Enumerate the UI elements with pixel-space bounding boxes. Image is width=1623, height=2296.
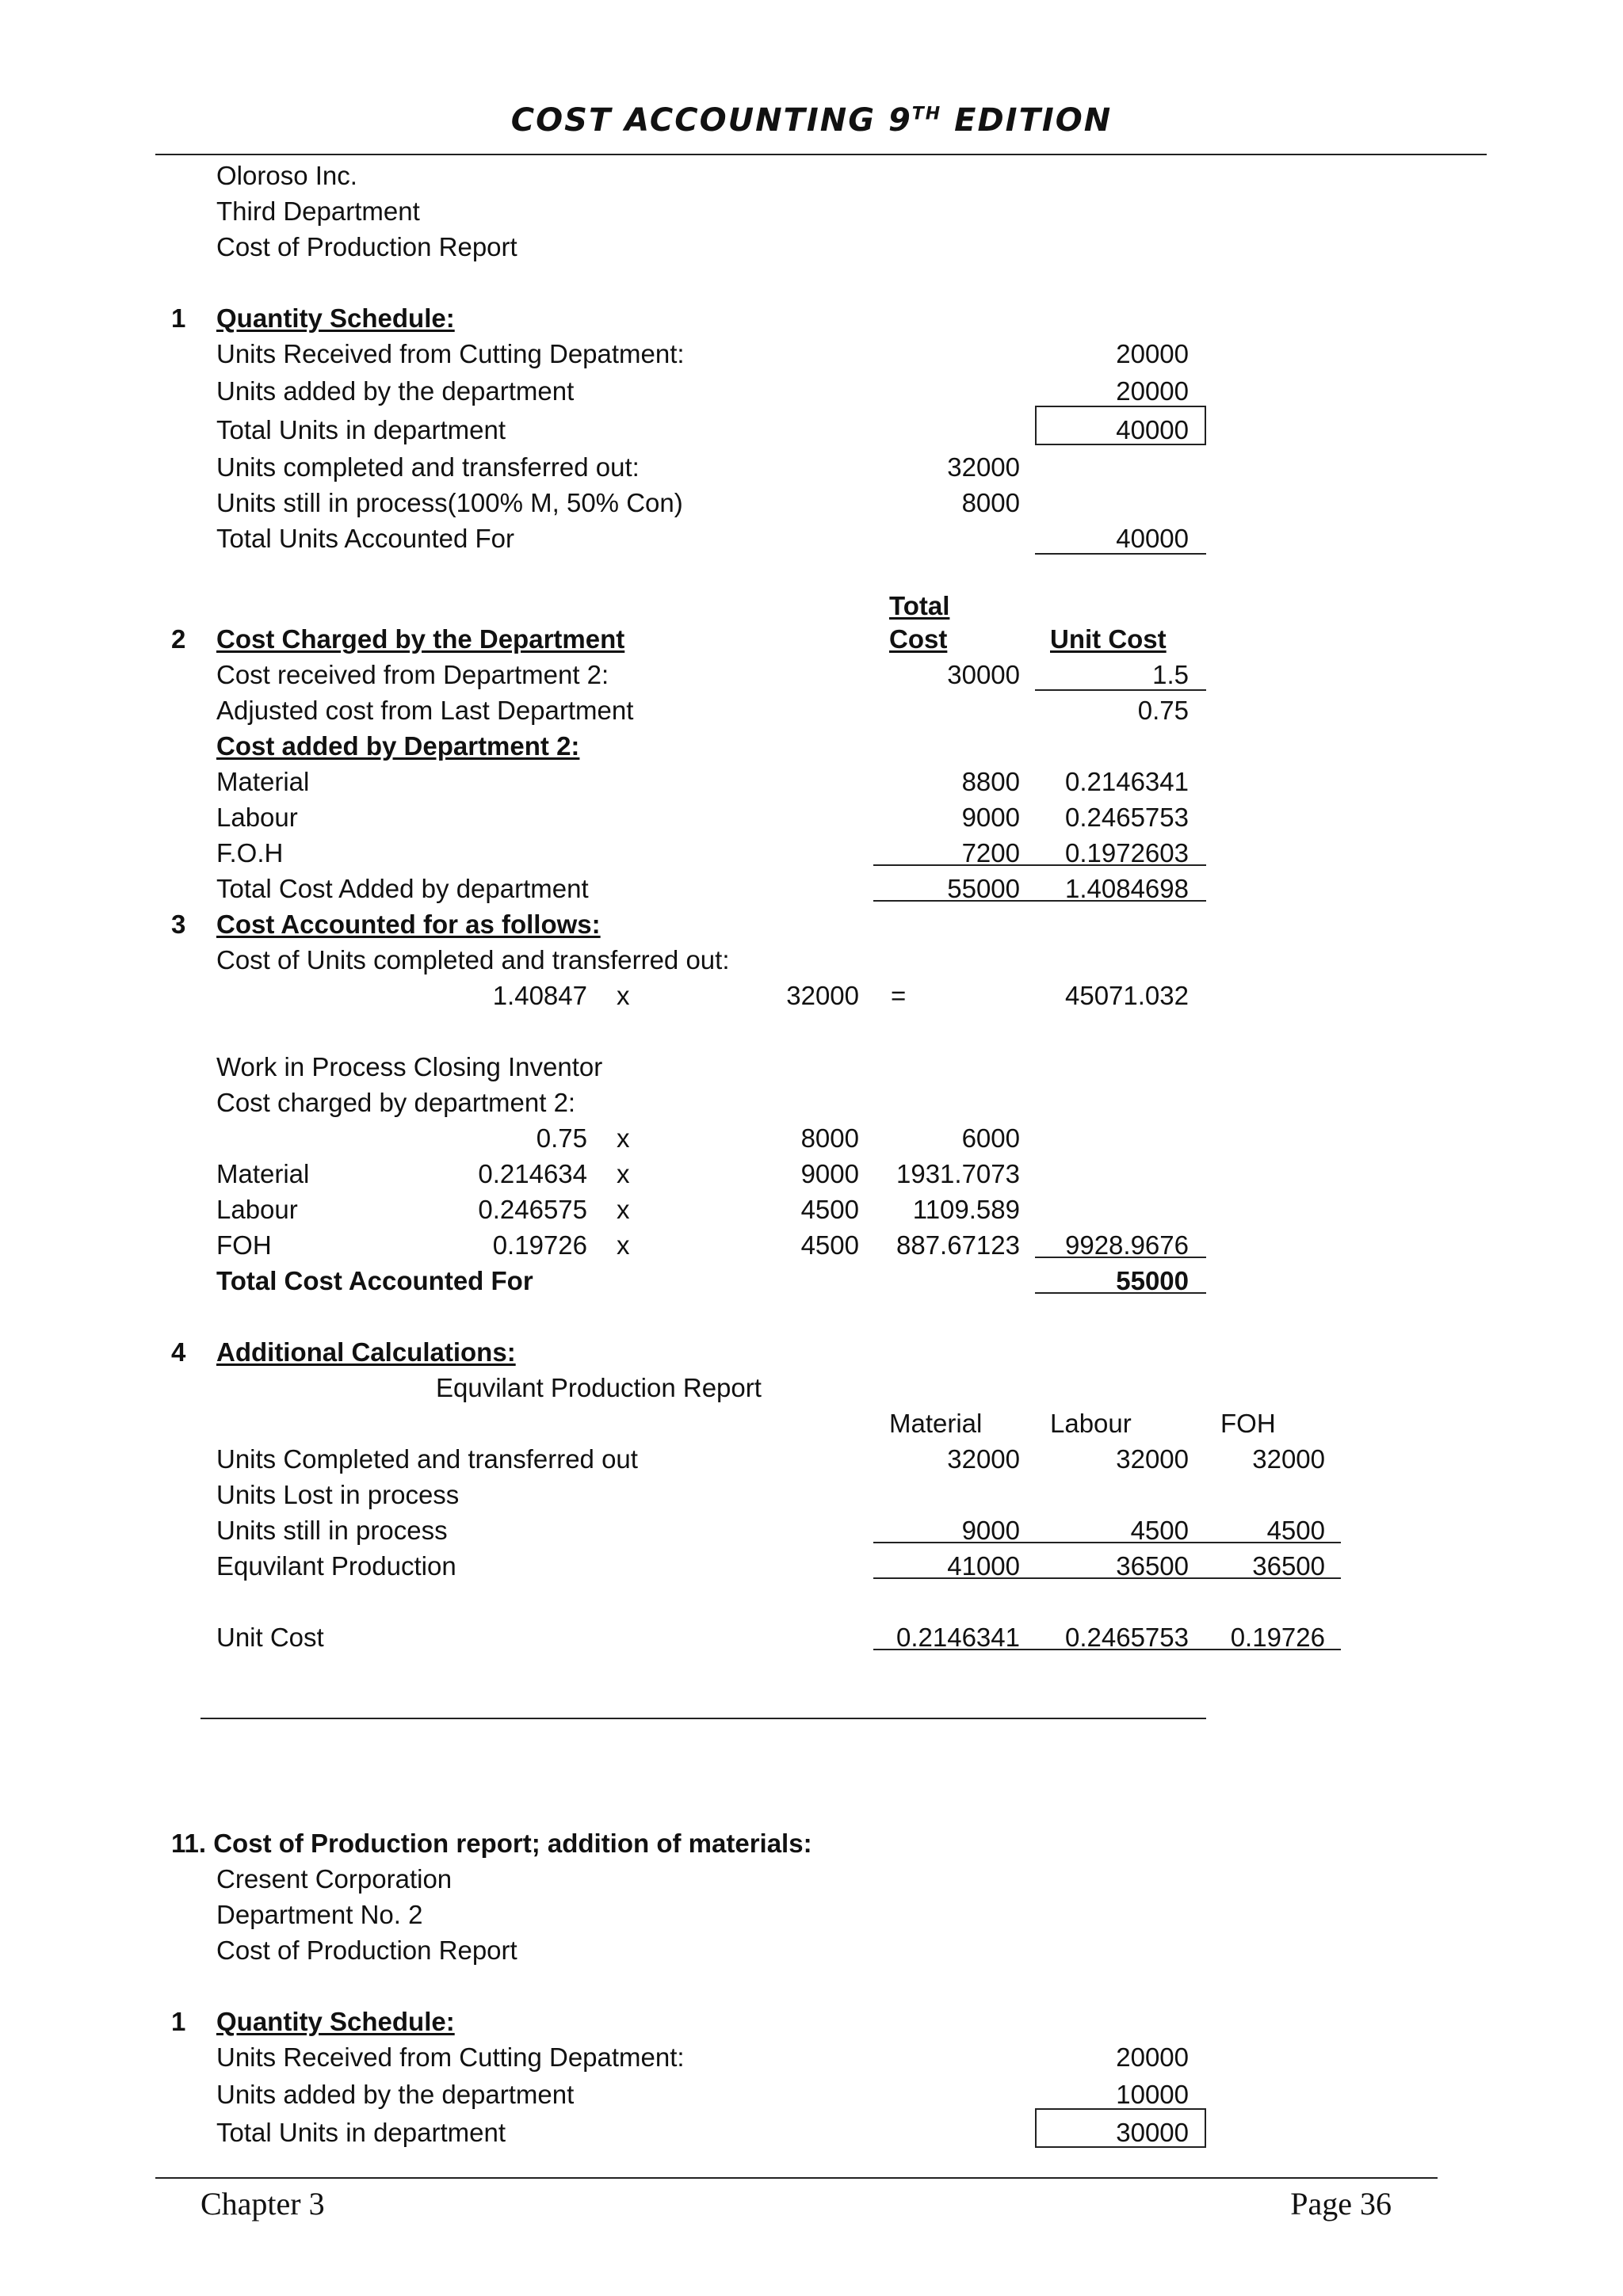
- calc-qty: 4500: [800, 1195, 859, 1224]
- report-title: Cost of Production Report: [216, 232, 517, 261]
- problem-heading: 11. Cost of Production report; addition of materials:: [171, 1829, 812, 1858]
- calc-rate: 0.19726: [492, 1230, 587, 1260]
- row-label: Units still in process(100% M, 50% Con): [216, 488, 683, 517]
- row-total: 55000: [947, 874, 1020, 903]
- column-header: FOH: [1220, 1409, 1276, 1438]
- column-header: Material: [889, 1409, 983, 1438]
- section-heading: Quantity Schedule:: [216, 2007, 455, 2036]
- row-label: Total Cost Added by department: [216, 874, 589, 903]
- calc-times: x: [617, 1123, 630, 1153]
- cell-foh: 36500: [1252, 1551, 1325, 1581]
- calc-amount: 6000: [961, 1123, 1020, 1153]
- underline: [873, 864, 1206, 866]
- cell-labour: 36500: [1116, 1551, 1189, 1581]
- calc-qty: 9000: [800, 1159, 859, 1188]
- row-label: Material: [216, 767, 310, 796]
- cell-material: 41000: [947, 1551, 1020, 1581]
- column-header: Total: [889, 591, 950, 620]
- underline: [873, 900, 1206, 902]
- row-unit-cost: 0.2146341: [1065, 767, 1189, 796]
- calc-rate: 1.40847: [492, 981, 587, 1010]
- calc-rate: 0.246575: [478, 1195, 587, 1224]
- row-label: Units Received from Cutting Depatment:: [216, 339, 685, 368]
- row-label: Labour: [216, 803, 298, 832]
- row-label: FOH: [216, 1230, 272, 1260]
- calc-rate: 0.214634: [478, 1159, 587, 1188]
- row-label: Units added by the department: [216, 2080, 575, 2109]
- calc-result: 45071.032: [1065, 981, 1189, 1010]
- cell-foh: 4500: [1266, 1516, 1325, 1545]
- section-heading: Cost Accounted for as follows:: [216, 910, 601, 939]
- cell-labour: 4500: [1130, 1516, 1189, 1545]
- row-total: 8800: [961, 767, 1020, 796]
- section-number: 1: [171, 2007, 186, 2036]
- row-label: Cost received from Department 2:: [216, 660, 609, 689]
- row-unit-cost: 1.5: [1152, 660, 1189, 689]
- calc-qty: 32000: [786, 981, 859, 1010]
- calc-amount: 887.67123: [896, 1230, 1020, 1260]
- row-label: Work in Process Closing Inventor: [216, 1052, 603, 1081]
- calc-amount: 1931.7073: [896, 1159, 1020, 1188]
- underline: [1035, 689, 1206, 691]
- sub-heading: Cost added by Department 2:: [216, 731, 580, 761]
- row-value: 30000: [1116, 2118, 1189, 2147]
- underline: [873, 1577, 1341, 1579]
- header-rule: [155, 154, 1487, 155]
- cell-material: 32000: [947, 1444, 1020, 1474]
- row-value: 20000: [1116, 339, 1189, 368]
- footer-page-number: Page 36: [1290, 2186, 1392, 2222]
- row-label: Cost of Units completed and transferred out:: [216, 945, 730, 974]
- row-total: 7200: [961, 838, 1020, 868]
- calc-equals: =: [891, 981, 907, 1010]
- row-value: 20000: [1116, 2042, 1189, 2072]
- calc-times: x: [617, 1159, 630, 1188]
- section-number: 3: [171, 910, 186, 939]
- calc-qty: 8000: [800, 1123, 859, 1153]
- cell-labour: 32000: [1116, 1444, 1189, 1474]
- cell-material: 0.2146341: [896, 1623, 1020, 1652]
- row-label: Total Units in department: [216, 415, 506, 444]
- cell-foh: 0.19726: [1230, 1623, 1325, 1652]
- row-label: Units Lost in process: [216, 1480, 460, 1509]
- row-label: Equvilant Production: [216, 1551, 456, 1581]
- underline: [873, 1649, 1341, 1650]
- underline: [873, 1542, 1341, 1543]
- row-value: 40000: [1116, 415, 1189, 444]
- section-number: 2: [171, 624, 186, 654]
- row-label: Labour: [216, 1195, 298, 1224]
- row-unit-cost: 0.75: [1137, 696, 1189, 725]
- report-title: Cost of Production Report: [216, 1936, 517, 1965]
- row-label: Units completed and transferred out:: [216, 452, 640, 482]
- underline: [1035, 1292, 1206, 1294]
- section-heading: Quantity Schedule:: [216, 303, 455, 333]
- row-label: Material: [216, 1159, 310, 1188]
- company-name: Cresent Corporation: [216, 1864, 453, 1894]
- column-header: Cost: [889, 624, 948, 654]
- row-label: Units added by the department: [216, 376, 575, 406]
- department-name: Third Department: [216, 196, 420, 226]
- cell-labour: 0.2465753: [1065, 1623, 1189, 1652]
- row-label: F.O.H: [216, 838, 284, 868]
- row-label: Units Received from Cutting Depatment:: [216, 2042, 685, 2072]
- cell-material: 9000: [961, 1516, 1020, 1545]
- company-name: Oloroso Inc.: [216, 161, 357, 190]
- row-total: 30000: [947, 660, 1020, 689]
- row-label: Total Units Accounted For: [216, 524, 515, 553]
- section-heading: Additional Calculations:: [216, 1337, 516, 1367]
- row-value: 10000: [1116, 2080, 1189, 2109]
- calc-qty: 4500: [800, 1230, 859, 1260]
- section-number: 4: [171, 1337, 186, 1367]
- department-name: Department No. 2: [216, 1900, 423, 1929]
- column-header: Unit Cost: [1050, 624, 1167, 654]
- row-value: 40000: [1116, 524, 1189, 553]
- cell-foh: 32000: [1252, 1444, 1325, 1474]
- row-label: Adjusted cost from Last Department: [216, 696, 634, 725]
- calc-times: x: [617, 981, 630, 1010]
- row-value: 20000: [1116, 376, 1189, 406]
- footer-chapter: Chapter 3: [200, 2186, 325, 2222]
- row-total: 9000: [961, 803, 1020, 832]
- section-number: 1: [171, 303, 186, 333]
- sub-title: Equvilant Production Report: [436, 1373, 762, 1402]
- row-unit-cost: 0.2465753: [1065, 803, 1189, 832]
- row-unit-cost: 0.1972603: [1065, 838, 1189, 868]
- page-header-title: COST ACCOUNTING 9TH EDITION: [510, 102, 1113, 139]
- row-value: 32000: [947, 452, 1020, 482]
- calc-times: x: [617, 1230, 630, 1260]
- row-unit-cost: 1.4084698: [1065, 874, 1189, 903]
- section-heading: Cost Charged by the Department: [216, 624, 625, 654]
- row-label: Total Units in department: [216, 2118, 506, 2147]
- total-label: Total Cost Accounted For: [216, 1266, 533, 1295]
- calc-times: x: [617, 1195, 630, 1224]
- wip-total: 9928.9676: [1065, 1230, 1189, 1260]
- section-divider: [200, 1718, 1206, 1719]
- calc-amount: 1109.589: [912, 1195, 1020, 1224]
- total-value: 55000: [1116, 1266, 1189, 1295]
- row-label: Units still in process: [216, 1516, 448, 1545]
- row-label: Unit Cost: [216, 1623, 324, 1652]
- underline: [1035, 1257, 1206, 1258]
- row-label: Cost charged by department 2:: [216, 1088, 576, 1117]
- row-label: Units Completed and transferred out: [216, 1444, 638, 1474]
- calc-rate: 0.75: [536, 1123, 587, 1153]
- column-header: Labour: [1050, 1409, 1132, 1438]
- underline: [1035, 553, 1206, 555]
- footer-rule: [155, 2177, 1438, 2179]
- row-value: 8000: [961, 488, 1020, 517]
